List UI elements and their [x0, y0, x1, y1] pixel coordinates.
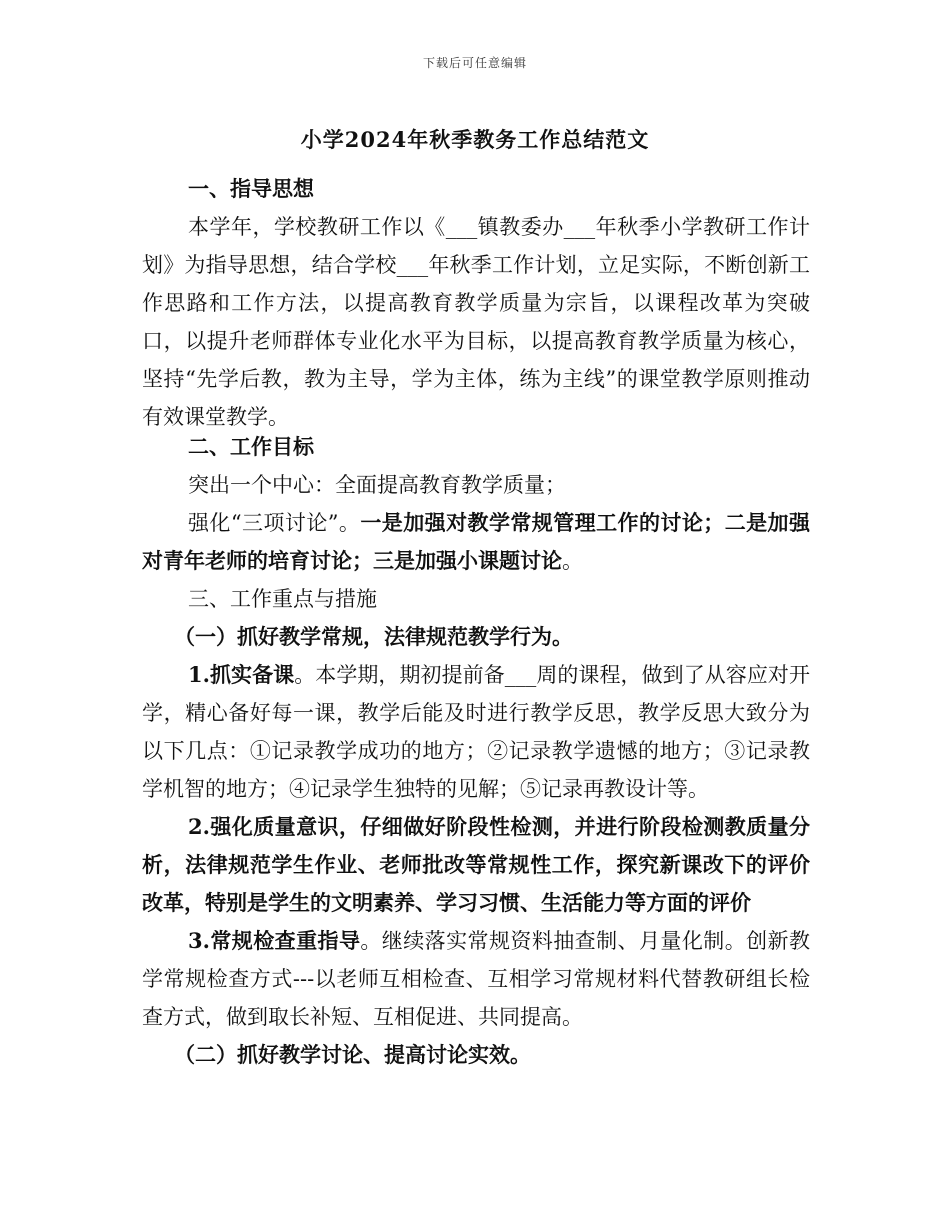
header-note: 下载后可任意编辑: [422, 56, 527, 70]
section-3-subheading-2: （二）抓好教学讨论、提高讨论实效。: [174, 1042, 531, 1067]
section-1: [142, 170, 810, 436]
section-3: [142, 580, 810, 1074]
section-2-heading: 二、工作目标: [188, 434, 314, 459]
section-2-line-1: 突出一个中心：全面提高教育教学质量；: [188, 473, 566, 497]
section-3-subheading-1: （一）抓好教学常规，法律规范教学行为。: [174, 624, 573, 649]
item-1-text: 。本学期，期初提前备___周的课程，做到了从容应对开学，精心备好每一课，教学后能及时进行教学反思，教学反思大致分为以下几点：①记录教学成功的地方；②记录教学遗憾的地方；③记录教学机智的地方；④记录学生独特的见解；⑤记录再教设计等。: [142, 663, 810, 801]
section-2-line-2-bold: 一是加强对教学常规管理工作的讨论；二是加强对青年老师的培育讨论；三是加强小课题讨论: [142, 510, 810, 573]
section-1-paragraph: 本学年，学校教研工作以《___镇教委办___年秋季小学教研工作计划》为指导思想，结合学校___年秋季工作计划，立足实际，不断创新工作思路和工作方法，以提高教育教学质量为宗旨，以课程改革为突破口，以提升老师群体专业化水平为目标，以提高教育教学质量为核心，坚持“先学后教，教为主导，学为主体，练为主线”的课堂教学原则推动有效课堂教学。: [142, 215, 810, 429]
item-2-paragraph: 2.强化质量意识，仔细做好阶段性检测，并进行阶段检测教质量分析，法律规范学生作业、老师批改等常规性工作，探究新课改下的评价改革，特别是学生的文明素养、学习习惯、生活能力等方面的评价: [142, 814, 810, 915]
section-2: [142, 428, 810, 580]
item-3-paragraph: [142, 922, 810, 1036]
document-title: 小学2024年秋季教务工作总结范文: [300, 127, 650, 152]
item-3-label: 3.常规检查重指导: [188, 928, 361, 953]
item-3-text: 。继续落实常规资料抽查制、月量化制。创新教学常规检查方式---以老师互相检查、互相学习常规材料代替教研组长检查方式，做到取长补短、互相促进、共同提高。: [142, 929, 810, 1029]
item-1-paragraph: [142, 656, 810, 808]
item-1-label: 1.抓实备课: [188, 662, 295, 687]
section-2-line-2-normal: 强化“三项讨论”。: [188, 511, 361, 535]
section-2-line-2-end: 。: [562, 549, 583, 573]
section-1-heading: 一、指导思想: [188, 176, 314, 201]
section-2-line-2: [142, 504, 810, 580]
section-3-heading: 三、工作重点与措施: [188, 587, 377, 611]
